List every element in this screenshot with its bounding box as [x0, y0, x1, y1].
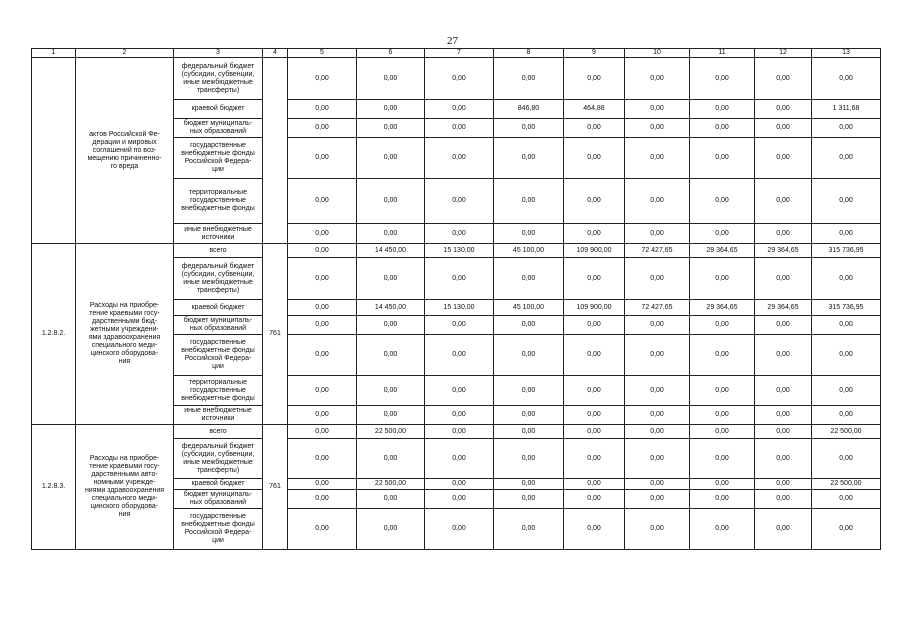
amount-cell: 0,00	[690, 406, 755, 425]
amount-cell: 0,00	[288, 335, 357, 376]
budget-table	[31, 48, 881, 550]
amount-cell: 0,00	[425, 119, 494, 138]
amount-cell: 0,00	[494, 406, 564, 425]
amount-cell: 0,00	[564, 479, 625, 490]
funding-source: бюджет муниципаль- ных образований	[174, 490, 263, 509]
item-code	[32, 58, 76, 244]
amount-cell: 0,00	[755, 439, 812, 479]
amount-cell: 0,00	[812, 376, 881, 406]
column-number: 13	[812, 49, 881, 58]
amount-cell: 0,00	[288, 425, 357, 439]
funding-source: государственные внебюджетные фонды Российской Федера- ции	[174, 509, 263, 550]
amount-cell: 0,00	[425, 100, 494, 119]
amount-cell: 0,00	[288, 490, 357, 509]
item-description: актов Российской Фе- дерации и мировых соглашений по воз- мещению причиненно- го вреда	[76, 58, 174, 244]
amount-cell: 0,00	[494, 509, 564, 550]
funding-source: федеральный бюджет (субсидии, субвенции, иные межбюджетные трансферты)	[174, 58, 263, 100]
amount-cell: 0,00	[564, 335, 625, 376]
amount-cell: 0,00	[812, 119, 881, 138]
amount-cell: 0,00	[564, 179, 625, 224]
amount-cell: 0,00	[425, 509, 494, 550]
funding-source: краевой бюджет	[174, 479, 263, 490]
item-code: 1.2.8.2.	[32, 244, 76, 425]
funding-source: иные внебюджетные источники	[174, 224, 263, 244]
amount-cell: 29 364,65	[755, 300, 812, 316]
amount-cell: 0,00	[425, 316, 494, 335]
amount-cell: 0,00	[357, 138, 425, 179]
amount-cell: 1 311,68	[812, 100, 881, 119]
column-number: 8	[494, 49, 564, 58]
table-row	[32, 58, 881, 100]
amount-cell: 0,00	[812, 179, 881, 224]
amount-cell: 45 100,00	[494, 300, 564, 316]
funding-source: краевой бюджет	[174, 100, 263, 119]
amount-cell: 0,00	[812, 439, 881, 479]
funding-source: территориальные государственные внебюджетные фонды	[174, 179, 263, 224]
amount-cell: 0,00	[288, 316, 357, 335]
amount-cell: 0,00	[755, 119, 812, 138]
amount-cell: 0,00	[564, 58, 625, 100]
amount-cell: 0,00	[288, 376, 357, 406]
amount-cell: 109 900,00	[564, 244, 625, 258]
amount-cell: 22 500,00	[812, 479, 881, 490]
amount-cell: 0,00	[288, 479, 357, 490]
amount-cell: 0,00	[755, 509, 812, 550]
amount-cell: 0,00	[288, 244, 357, 258]
amount-cell: 0,00	[690, 479, 755, 490]
amount-cell: 315 736,95	[812, 244, 881, 258]
amount-cell: 0,00	[425, 425, 494, 439]
amount-cell: 22 500,00	[357, 425, 425, 439]
amount-cell: 0,00	[564, 316, 625, 335]
amount-cell: 0,00	[812, 406, 881, 425]
amount-cell: 0,00	[425, 224, 494, 244]
amount-cell: 0,00	[288, 119, 357, 138]
amount-cell: 0,00	[625, 509, 690, 550]
amount-cell: 0,00	[625, 224, 690, 244]
amount-cell: 0,00	[812, 224, 881, 244]
amount-cell: 0,00	[425, 138, 494, 179]
amount-cell: 0,00	[425, 179, 494, 224]
amount-cell: 0,00	[690, 376, 755, 406]
funding-source: краевой бюджет	[174, 300, 263, 316]
amount-cell: 0,00	[755, 100, 812, 119]
amount-cell: 0,00	[494, 58, 564, 100]
amount-cell: 0,00	[690, 439, 755, 479]
column-number: 10	[625, 49, 690, 58]
amount-cell: 0,00	[564, 406, 625, 425]
amount-cell: 0,00	[425, 479, 494, 490]
amount-cell: 0,00	[357, 258, 425, 300]
amount-cell: 0,00	[690, 335, 755, 376]
amount-cell: 0,00	[357, 119, 425, 138]
amount-cell: 0,00	[690, 224, 755, 244]
amount-cell: 0,00	[755, 138, 812, 179]
column-number: 11	[690, 49, 755, 58]
amount-cell: 0,00	[564, 439, 625, 479]
amount-cell: 0,00	[625, 119, 690, 138]
amount-cell: 0,00	[564, 509, 625, 550]
amount-cell: 0,00	[288, 58, 357, 100]
amount-cell: 0,00	[494, 258, 564, 300]
funding-source: бюджет муниципаль- ных образований	[174, 119, 263, 138]
amount-cell: 0,00	[494, 335, 564, 376]
amount-cell: 0,00	[425, 258, 494, 300]
amount-cell: 0,00	[625, 335, 690, 376]
amount-cell: 0,00	[755, 179, 812, 224]
amount-cell: 0,00	[625, 439, 690, 479]
amount-cell: 0,00	[425, 376, 494, 406]
amount-cell: 0,00	[564, 119, 625, 138]
grbs-code: 761	[263, 244, 288, 425]
amount-cell: 0,00	[625, 490, 690, 509]
amount-cell: 72 427,65	[625, 244, 690, 258]
amount-cell: 0,00	[625, 479, 690, 490]
column-number: 4	[263, 49, 288, 58]
amount-cell: 45 100,00	[494, 244, 564, 258]
amount-cell: 29 364,65	[690, 300, 755, 316]
item-code: 1.2.8.3.	[32, 425, 76, 550]
amount-cell: 0,00	[690, 316, 755, 335]
amount-cell: 0,00	[690, 179, 755, 224]
funding-source: федеральный бюджет (субсидии, субвенции, иные межбюджетные трансферты)	[174, 258, 263, 300]
funding-source: государственные внебюджетные фонды Российской Федера- ции	[174, 335, 263, 376]
amount-cell: 0,00	[625, 179, 690, 224]
amount-cell: 14 450,00	[357, 300, 425, 316]
amount-cell: 0,00	[288, 258, 357, 300]
page-number: 27	[447, 35, 458, 47]
table-row	[32, 425, 881, 439]
column-number-row	[32, 49, 881, 58]
funding-source: всего	[174, 244, 263, 258]
column-number: 12	[755, 49, 812, 58]
amount-cell: 0,00	[755, 376, 812, 406]
amount-cell: 22 500,00	[357, 479, 425, 490]
amount-cell: 0,00	[755, 406, 812, 425]
column-number: 3	[174, 49, 263, 58]
amount-cell: 15 130,00	[425, 244, 494, 258]
amount-cell: 315 736,95	[812, 300, 881, 316]
amount-cell: 0,00	[494, 490, 564, 509]
amount-cell: 0,00	[564, 224, 625, 244]
amount-cell: 29 364,65	[690, 244, 755, 258]
amount-cell: 0,00	[494, 439, 564, 479]
amount-cell: 0,00	[755, 490, 812, 509]
amount-cell: 0,00	[357, 376, 425, 406]
amount-cell: 0,00	[494, 479, 564, 490]
amount-cell: 0,00	[494, 316, 564, 335]
amount-cell: 0,00	[357, 224, 425, 244]
amount-cell: 109 900,00	[564, 300, 625, 316]
amount-cell: 0,00	[494, 224, 564, 244]
amount-cell: 0,00	[755, 479, 812, 490]
amount-cell: 0,00	[690, 425, 755, 439]
amount-cell: 0,00	[755, 258, 812, 300]
item-description: Расходы на приобре- тение краевыми госу- дарственными авто- номными учрежде- ниями здравоохранения специального меди- цинского оборудова- ния	[76, 425, 174, 550]
amount-cell: 0,00	[564, 425, 625, 439]
amount-cell: 0,00	[625, 406, 690, 425]
amount-cell: 15 130,00	[425, 300, 494, 316]
amount-cell: 0,00	[564, 376, 625, 406]
amount-cell: 0,00	[690, 509, 755, 550]
amount-cell: 0,00	[288, 509, 357, 550]
column-number: 7	[425, 49, 494, 58]
amount-cell: 0,00	[288, 300, 357, 316]
amount-cell: 464,88	[564, 100, 625, 119]
amount-cell: 0,00	[288, 138, 357, 179]
amount-cell: 0,00	[357, 335, 425, 376]
amount-cell: 29 364,65	[755, 244, 812, 258]
amount-cell: 0,00	[564, 138, 625, 179]
amount-cell: 0,00	[690, 58, 755, 100]
amount-cell: 0,00	[494, 138, 564, 179]
amount-cell: 0,00	[625, 100, 690, 119]
funding-source: государственные внебюджетные фонды Российской Федера- ции	[174, 138, 263, 179]
amount-cell: 72 427,65	[625, 300, 690, 316]
column-number: 2	[76, 49, 174, 58]
amount-cell: 0,00	[357, 509, 425, 550]
amount-cell: 0,00	[755, 316, 812, 335]
amount-cell: 0,00	[425, 406, 494, 425]
amount-cell: 0,00	[288, 406, 357, 425]
amount-cell: 0,00	[625, 425, 690, 439]
amount-cell: 0,00	[425, 335, 494, 376]
amount-cell: 0,00	[494, 425, 564, 439]
amount-cell: 0,00	[564, 490, 625, 509]
amount-cell: 0,00	[425, 490, 494, 509]
amount-cell: 0,00	[625, 316, 690, 335]
amount-cell: 0,00	[755, 224, 812, 244]
column-number: 5	[288, 49, 357, 58]
amount-cell: 0,00	[812, 138, 881, 179]
amount-cell: 0,00	[357, 58, 425, 100]
funding-source: бюджет муниципаль- ных образований	[174, 316, 263, 335]
amount-cell: 0,00	[755, 58, 812, 100]
amount-cell: 0,00	[625, 58, 690, 100]
amount-cell: 0,00	[812, 58, 881, 100]
amount-cell: 0,00	[755, 335, 812, 376]
amount-cell: 0,00	[625, 258, 690, 300]
item-description: Расходы на приобре- тение краевыми госу- дарственными бюд- жетными учреждени- ями здравоохранения специального меди- цинского оборудова- ния	[76, 244, 174, 425]
table-row	[32, 244, 881, 258]
amount-cell: 0,00	[625, 138, 690, 179]
amount-cell: 0,00	[357, 490, 425, 509]
table-body	[32, 49, 881, 550]
amount-cell: 14 450,00	[357, 244, 425, 258]
grbs-code	[263, 58, 288, 244]
amount-cell: 0,00	[357, 316, 425, 335]
amount-cell: 0,00	[812, 335, 881, 376]
column-number: 6	[357, 49, 425, 58]
funding-source: всего	[174, 425, 263, 439]
amount-cell: 22 500,00	[812, 425, 881, 439]
funding-source: территориальные государственные внебюджетные фонды	[174, 376, 263, 406]
amount-cell: 0,00	[564, 258, 625, 300]
amount-cell: 0,00	[357, 439, 425, 479]
amount-cell: 0,00	[288, 224, 357, 244]
amount-cell: 0,00	[288, 439, 357, 479]
column-number: 1	[32, 49, 76, 58]
amount-cell: 0,00	[357, 406, 425, 425]
grbs-code: 761	[263, 425, 288, 550]
amount-cell: 0,00	[690, 119, 755, 138]
funding-source: иные внебюджетные источники	[174, 406, 263, 425]
amount-cell: 0,00	[494, 119, 564, 138]
amount-cell: 0,00	[357, 179, 425, 224]
amount-cell: 0,00	[494, 376, 564, 406]
amount-cell: 846,80	[494, 100, 564, 119]
amount-cell: 0,00	[812, 490, 881, 509]
amount-cell: 0,00	[425, 58, 494, 100]
amount-cell: 0,00	[625, 376, 690, 406]
amount-cell: 0,00	[755, 425, 812, 439]
amount-cell: 0,00	[494, 179, 564, 224]
amount-cell: 0,00	[812, 509, 881, 550]
amount-cell: 0,00	[288, 179, 357, 224]
amount-cell: 0,00	[812, 316, 881, 335]
amount-cell: 0,00	[690, 100, 755, 119]
amount-cell: 0,00	[690, 490, 755, 509]
column-number: 9	[564, 49, 625, 58]
funding-source: федеральный бюджет (субсидии, субвенции, иные межбюджетные трансферты)	[174, 439, 263, 479]
amount-cell: 0,00	[690, 138, 755, 179]
amount-cell: 0,00	[690, 258, 755, 300]
amount-cell: 0,00	[357, 100, 425, 119]
amount-cell: 0,00	[425, 439, 494, 479]
amount-cell: 0,00	[812, 258, 881, 300]
amount-cell: 0,00	[288, 100, 357, 119]
